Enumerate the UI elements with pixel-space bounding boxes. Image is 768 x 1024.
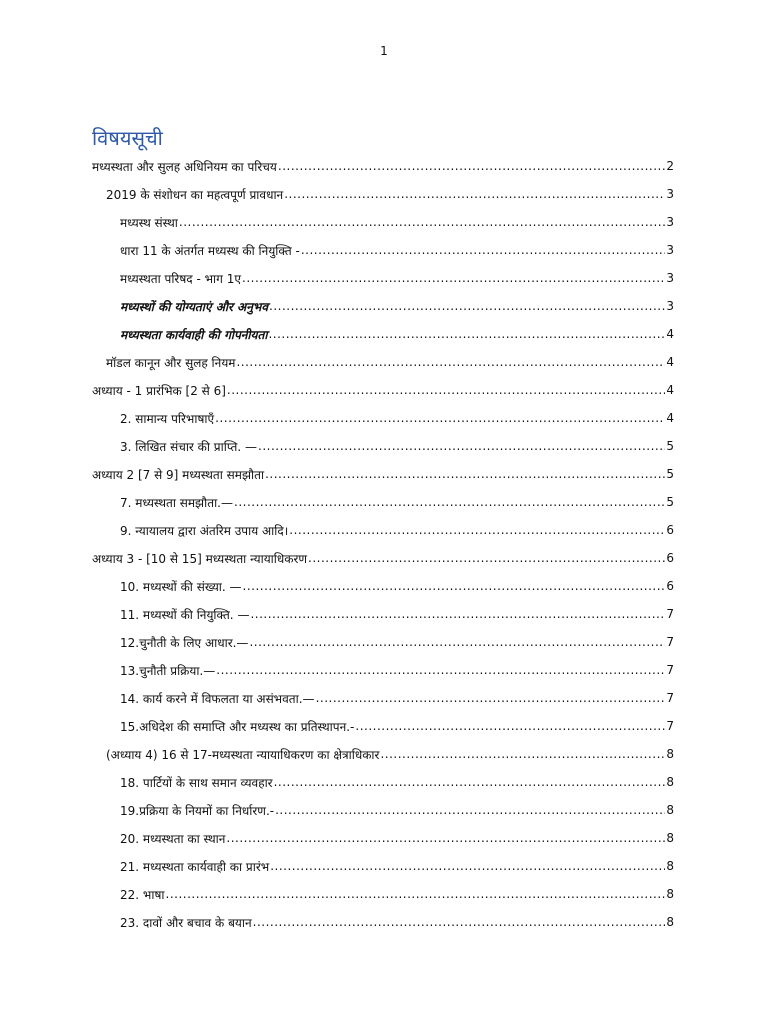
toc-leader-dots — [166, 887, 666, 901]
toc-leader-dots — [258, 439, 665, 453]
toc-entry-page[interactable]: 5 — [666, 495, 674, 509]
toc-entry[interactable] — [0, 852, 768, 880]
toc-entry-title[interactable]: 14. कार्य करने में विफलता या असंभवता.— — [120, 691, 315, 706]
toc-entry-page[interactable]: 8 — [666, 887, 674, 901]
toc-entry-title[interactable]: 9. न्यायालय द्वारा अंतरिम उपाय आदि। — [120, 523, 289, 538]
toc-leader-dots — [355, 719, 665, 733]
toc-entry-title[interactable]: 19.प्रक्रिया के नियमों का निर्धारण.- — [120, 803, 275, 818]
toc-entry-title[interactable]: 12.चुनौती के लिए आधार.— — [120, 635, 249, 650]
toc-leader-dots — [278, 159, 665, 173]
toc-entry-page[interactable]: 6 — [666, 579, 674, 593]
toc-entry-page[interactable]: 4 — [666, 355, 674, 369]
toc-entry-title[interactable]: 3. लिखित संचार की प्राप्ति. — — [120, 439, 257, 454]
toc-entry[interactable] — [0, 320, 768, 348]
toc-entry-title[interactable]: मध्यस्थ संस्था — [120, 215, 178, 230]
toc-leader-dots — [242, 271, 665, 285]
toc-entry-title[interactable]: 2019 के संशोधन का महत्वपूर्ण प्रावधान — [106, 187, 284, 202]
toc-leader-dots — [249, 635, 665, 649]
toc-leader-dots — [253, 915, 666, 929]
toc-entry[interactable] — [0, 348, 768, 376]
toc-leader-dots — [216, 663, 665, 677]
toc-entry-page[interactable]: 3 — [666, 215, 674, 229]
toc-entry[interactable] — [0, 824, 768, 852]
toc-entry-title[interactable]: 13.चुनौती प्रक्रिया.— — [120, 663, 216, 678]
toc-entry-page[interactable]: 5 — [666, 439, 674, 453]
toc-entry-title[interactable]: 15.अधिदेश की समाप्ति और मध्यस्थ का प्रतिस्थापन.- — [120, 719, 355, 734]
toc-entry-page[interactable]: 8 — [666, 747, 674, 761]
toc-entry-page[interactable]: 4 — [666, 383, 674, 397]
toc-leader-dots — [227, 383, 665, 397]
toc-entry-page[interactable]: 3 — [666, 243, 674, 257]
toc-entry[interactable] — [0, 152, 768, 180]
toc-leader-dots — [236, 355, 665, 369]
toc-entry-page[interactable]: 8 — [666, 831, 674, 845]
toc-entry-page[interactable]: 8 — [666, 803, 674, 817]
toc-entry[interactable] — [0, 796, 768, 824]
toc-entry-page[interactable]: 6 — [666, 551, 674, 565]
toc-entry[interactable] — [0, 544, 768, 572]
toc-leader-dots — [275, 803, 665, 817]
toc-leader-dots — [226, 831, 665, 845]
toc-entry[interactable] — [0, 180, 768, 208]
toc-leader-dots — [269, 299, 665, 313]
toc-entry-title[interactable]: धारा 11 के अंतर्गत मध्यस्थ की नियुक्ति - — [120, 243, 300, 258]
toc-leader-dots — [265, 467, 665, 481]
toc-entry[interactable] — [0, 768, 768, 796]
toc-leader-dots — [179, 215, 665, 229]
toc-entry-page[interactable]: 4 — [666, 411, 674, 425]
toc-entry-page[interactable]: 4 — [666, 327, 674, 341]
toc-entry[interactable] — [0, 684, 768, 712]
toc-entry[interactable] — [0, 236, 768, 264]
toc-entry-title[interactable]: मध्यस्थता कार्यवाही की गोपनीयता — [120, 327, 268, 342]
toc-entry[interactable] — [0, 572, 768, 600]
toc-entry[interactable] — [0, 712, 768, 740]
toc-entry[interactable] — [0, 740, 768, 768]
toc-entry-page[interactable]: 5 — [666, 467, 674, 481]
toc-leader-dots — [250, 607, 665, 621]
toc-entry-title[interactable]: अध्याय - 1 प्रारंभिक [2 से 6] — [92, 383, 226, 398]
toc-leader-dots — [274, 775, 666, 789]
toc-entry-title[interactable]: 10. मध्यस्थों की संख्या. — — [120, 579, 242, 594]
toc-leader-dots — [215, 411, 665, 425]
toc-entry-title[interactable]: 7. मध्यस्थता समझौता.— — [120, 495, 234, 510]
toc-entry-title[interactable]: मॉडल कानून और सुलह नियम — [106, 355, 236, 370]
toc-entry[interactable] — [0, 628, 768, 656]
toc-entry-title[interactable]: मध्यस्थता और सुलह अधिनियम का परिचय — [92, 159, 277, 174]
toc-entry-page[interactable]: 3 — [666, 299, 674, 313]
toc-leader-dots — [234, 495, 665, 509]
toc-entry-page[interactable]: 7 — [666, 691, 674, 705]
toc-entry-page[interactable]: 3 — [666, 187, 674, 201]
toc-leader-dots — [243, 579, 666, 593]
toc-heading: विषयसूची — [92, 126, 163, 150]
toc-entry[interactable] — [0, 600, 768, 628]
toc-entry-title[interactable]: 11. मध्यस्थों की नियुक्ति. — — [120, 607, 250, 622]
toc-entry-title[interactable]: 23. दावों और बचाव के बयान — [120, 915, 252, 930]
page-number: 1 — [380, 44, 388, 58]
toc-leader-dots — [270, 859, 665, 873]
toc-entry-title[interactable]: मध्यस्थता परिषद - भाग 1ए — [120, 271, 241, 286]
toc-entry-page[interactable]: 3 — [666, 271, 674, 285]
toc-entry[interactable] — [0, 460, 768, 488]
toc-list — [0, 152, 768, 936]
toc-entry[interactable] — [0, 516, 768, 544]
toc-entry-title[interactable]: (अध्याय 4) 16 से 17-मध्यस्थता न्यायाधिकरण का क्षेत्राधिकार — [106, 747, 380, 762]
toc-entry[interactable] — [0, 376, 768, 404]
toc-entry-page[interactable]: 8 — [666, 915, 674, 929]
toc-entry-page[interactable]: 7 — [666, 607, 674, 621]
toc-entry-page[interactable]: 8 — [666, 775, 674, 789]
toc-leader-dots — [289, 523, 665, 537]
toc-entry[interactable] — [0, 656, 768, 684]
toc-entry-title[interactable]: अध्याय 2 [7 से 9] मध्यस्थता समझौता — [92, 467, 265, 482]
toc-entry-title[interactable]: 18. पार्टियों के साथ समान व्यवहार — [120, 775, 273, 790]
toc-entry-page[interactable]: 7 — [666, 663, 674, 677]
toc-entry[interactable] — [0, 432, 768, 460]
toc-entry-page[interactable]: 7 — [666, 719, 674, 733]
toc-leader-dots — [284, 187, 665, 201]
toc-leader-dots — [268, 327, 665, 341]
toc-leader-dots — [316, 691, 666, 705]
toc-entry-title[interactable]: अध्याय 3 - [10 से 15] मध्यस्थता न्यायाधिकरण — [92, 551, 308, 566]
toc-entry[interactable] — [0, 908, 768, 936]
toc-entry-page[interactable]: 8 — [666, 859, 674, 873]
toc-entry[interactable] — [0, 292, 768, 320]
toc-leader-dots — [380, 747, 665, 761]
toc-entry-title[interactable]: मध्यस्थों की योग्यताएं और अनुभव — [120, 299, 268, 314]
toc-entry-title[interactable]: 20. मध्यस्थता का स्थान — [120, 831, 226, 846]
toc-entry-page[interactable]: 2 — [666, 159, 674, 173]
toc-entry[interactable] — [0, 208, 768, 236]
toc-entry[interactable] — [0, 880, 768, 908]
toc-entry[interactable] — [0, 488, 768, 516]
toc-leader-dots — [301, 243, 666, 257]
toc-entry-page[interactable]: 6 — [666, 523, 674, 537]
toc-entry[interactable] — [0, 264, 768, 292]
toc-entry-title[interactable]: 21. मध्यस्थता कार्यवाही का प्रारंभ — [120, 859, 270, 874]
toc-entry-title[interactable]: 2. सामान्य परिभाषाएँ — [120, 411, 215, 426]
toc-leader-dots — [308, 551, 665, 565]
toc-entry-title[interactable]: 22. भाषा — [120, 887, 165, 902]
toc-entry[interactable] — [0, 404, 768, 432]
toc-entry-page[interactable]: 7 — [666, 635, 674, 649]
